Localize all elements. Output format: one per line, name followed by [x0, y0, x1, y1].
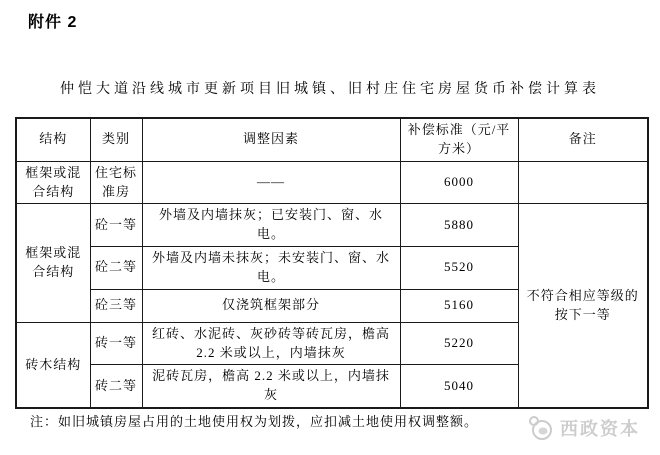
cell-factors: 红砖、水泥砖、灰砂砖等砖瓦房，檐高 2.2 米或以上，内墙抹灰 [142, 322, 400, 365]
brand-logo-text: 西政资本 [560, 419, 640, 439]
header-standard: 补偿标准（元/平方米） [400, 118, 518, 161]
cell-category: 砼二等 [90, 247, 142, 290]
table-header-row [16, 118, 648, 161]
cell-remark [518, 161, 648, 204]
cell-factors: 仅浇筑框架部分 [142, 289, 400, 322]
cell-standard: 5160 [400, 289, 518, 322]
cell-factors: —— [142, 161, 400, 204]
cell-category: 砖二等 [90, 365, 142, 408]
cell-remark-merged: 不符合相应等级的按下一等 [518, 204, 648, 408]
table-row-concrete-grade1 [16, 204, 648, 247]
footnote: 注：如旧城镇房屋占用的土地使用权为划拨，应扣减土地使用权调整额。 [30, 414, 479, 429]
cell-standard: 6000 [400, 161, 518, 204]
brand-logo [528, 415, 640, 441]
page-title: 仲恺大道沿线城市更新项目旧城镇、旧村庄住宅房屋货币补偿计算表 [60, 82, 600, 97]
cell-category: 砼三等 [90, 289, 142, 322]
panda-badge-icon [528, 415, 554, 441]
cell-structure-frame-mixed: 框架或混合结构 [16, 204, 90, 322]
cell-category: 住宅标准房 [90, 161, 142, 204]
header-factors: 调整因素 [142, 118, 400, 161]
cell-standard: 5520 [400, 247, 518, 290]
compensation-table [15, 117, 649, 409]
attachment-label: 附件 2 [28, 14, 78, 31]
header-structure: 结构 [16, 118, 90, 161]
cell-structure: 框架或混合结构 [16, 161, 90, 204]
cell-standard: 5880 [400, 204, 518, 247]
header-remark: 备注 [518, 118, 648, 161]
cell-category: 砖一等 [90, 322, 142, 365]
cell-factors: 外墙及内墙抹灰；已安装门、窗、水电。 [142, 204, 400, 247]
table-row-standard-house [16, 161, 648, 204]
cell-factors: 泥砖瓦房，檐高 2.2 米或以上，内墙抹灰 [142, 365, 400, 408]
header-category: 类别 [90, 118, 142, 161]
cell-category: 砼一等 [90, 204, 142, 247]
cell-standard: 5220 [400, 322, 518, 365]
cell-factors: 外墙及内墙未抹灰；未安装门、窗、水电。 [142, 247, 400, 290]
cell-standard: 5040 [400, 365, 518, 408]
cell-structure-brick-wood: 砖木结构 [16, 322, 90, 408]
